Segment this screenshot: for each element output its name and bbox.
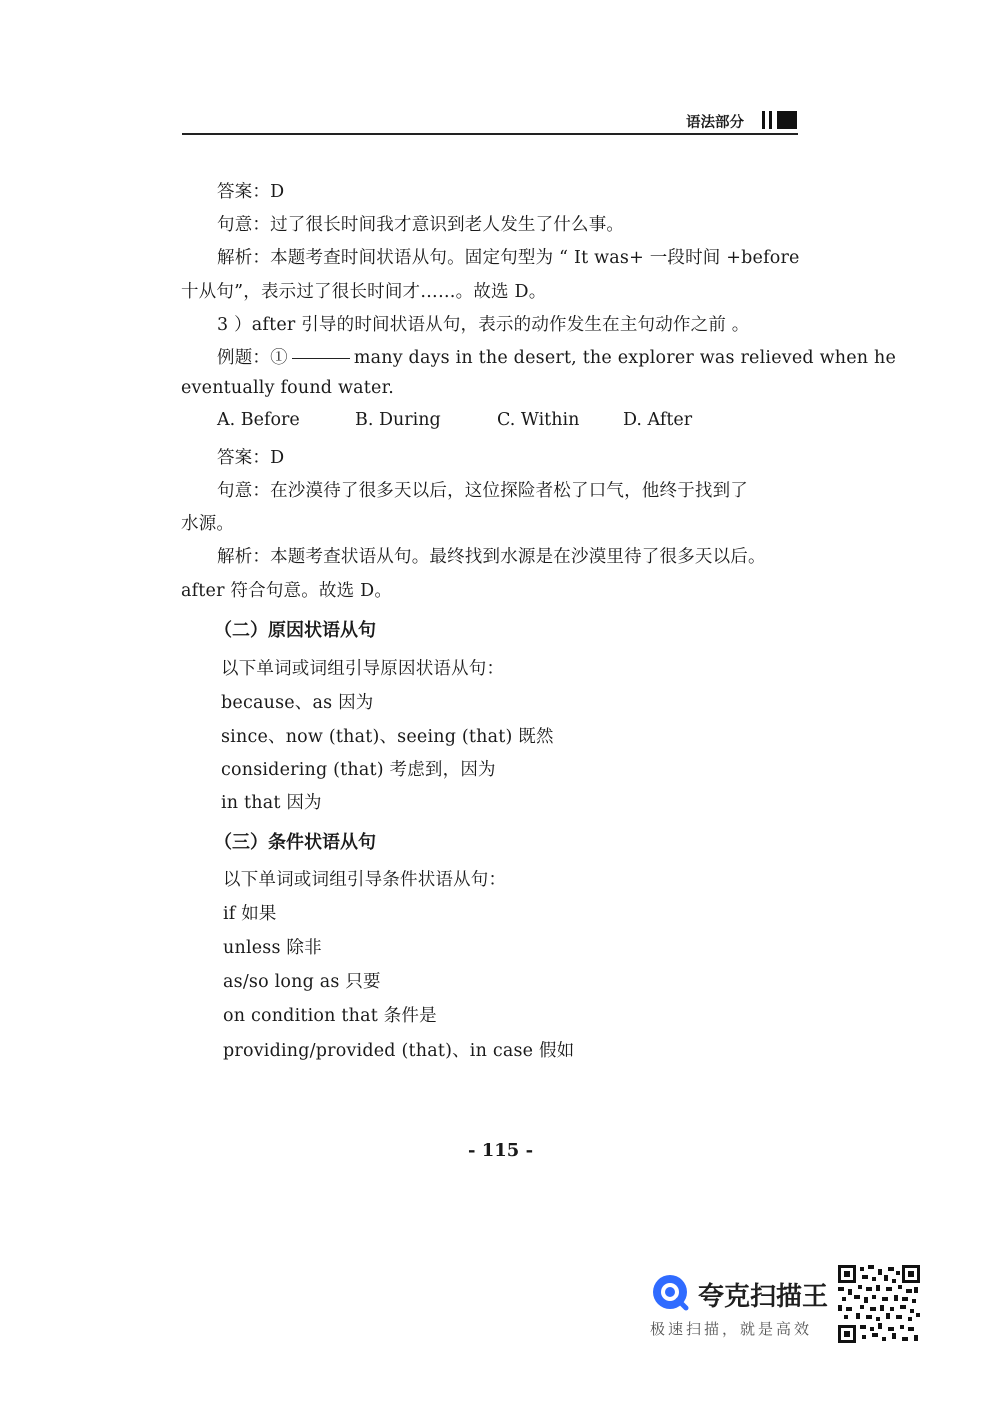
header-rule: [182, 133, 798, 135]
section-intro-reason: 以下单词或词组引导原因状语从句：: [221, 659, 505, 679]
example-label: 例题：①: [217, 348, 288, 368]
header-block-icon: [777, 111, 797, 129]
watermark-slogan: 极速扫描，就是高效: [650, 1320, 813, 1338]
section-heading-condition: （三）条件状语从句: [214, 832, 376, 853]
list-item: because、as 因为: [221, 693, 374, 713]
option-b: B. During: [355, 410, 441, 430]
answer-line: 答案：D: [217, 182, 285, 202]
header-bar-icon: [762, 111, 765, 129]
example-text: many days in the desert, the explorer was relieved when he: [353, 348, 897, 368]
option-d: D. After: [623, 410, 693, 430]
example-line: [217, 344, 896, 369]
section-intro-condition: 以下单词或词组引导条件状语从句：: [223, 870, 507, 890]
option-c: C. Within: [497, 410, 580, 430]
analysis-line-2: 解析：本题考查状语从句。最终找到水源是在沙漠里待了很多天以后。: [217, 547, 766, 567]
option-a: A. Before: [217, 410, 300, 430]
list-item: unless 除非: [223, 938, 322, 958]
rule-line: 3 ）after 引导的时间状语从句，表示的动作发生在主句动作之前 。: [217, 315, 750, 335]
list-item: since、now (that)、seeing (that) 既然: [221, 727, 554, 747]
meaning-line-2-cont: 水源。: [181, 514, 235, 534]
analysis-line: 解析：本题考查时间状语从句。固定句型为 “ It was+ 一段时间 +before: [217, 248, 800, 268]
list-item: as/so long as 只要: [223, 972, 381, 992]
list-item: if 如果: [223, 904, 277, 924]
analysis-line-2-cont: after 符合句意。故选 D。: [181, 581, 393, 601]
qr-code-icon: [838, 1265, 920, 1343]
quark-logo-icon: [650, 1272, 690, 1312]
page-number: - 115 -: [468, 1140, 534, 1161]
list-item: considering (that) 考虑到，因为: [221, 760, 496, 780]
example-continuation: eventually found water.: [181, 378, 394, 398]
answer-blank: [292, 358, 350, 359]
list-item: in that 因为: [221, 793, 322, 813]
analysis-line-cont: 十从句”，表示过了很长时间才……。故选 D。: [181, 282, 547, 302]
header-bar-icon: [769, 111, 772, 129]
meaning-line: 句意：过了很长时间我才意识到老人发生了什么事。: [217, 215, 625, 235]
running-header-title: 语法部分: [686, 115, 744, 131]
list-item: on condition that 条件是: [223, 1006, 437, 1026]
section-heading-reason: （二）原因状语从句: [214, 620, 376, 641]
watermark-brand: 夸克扫描王: [698, 1282, 829, 1312]
answer-line-2: 答案：D: [217, 448, 285, 468]
list-item: providing/provided (that)、in case 假如: [223, 1041, 575, 1061]
meaning-line-2: 句意：在沙漠待了很多天以后，这位探险者松了口气，他终于找到了: [217, 481, 748, 501]
